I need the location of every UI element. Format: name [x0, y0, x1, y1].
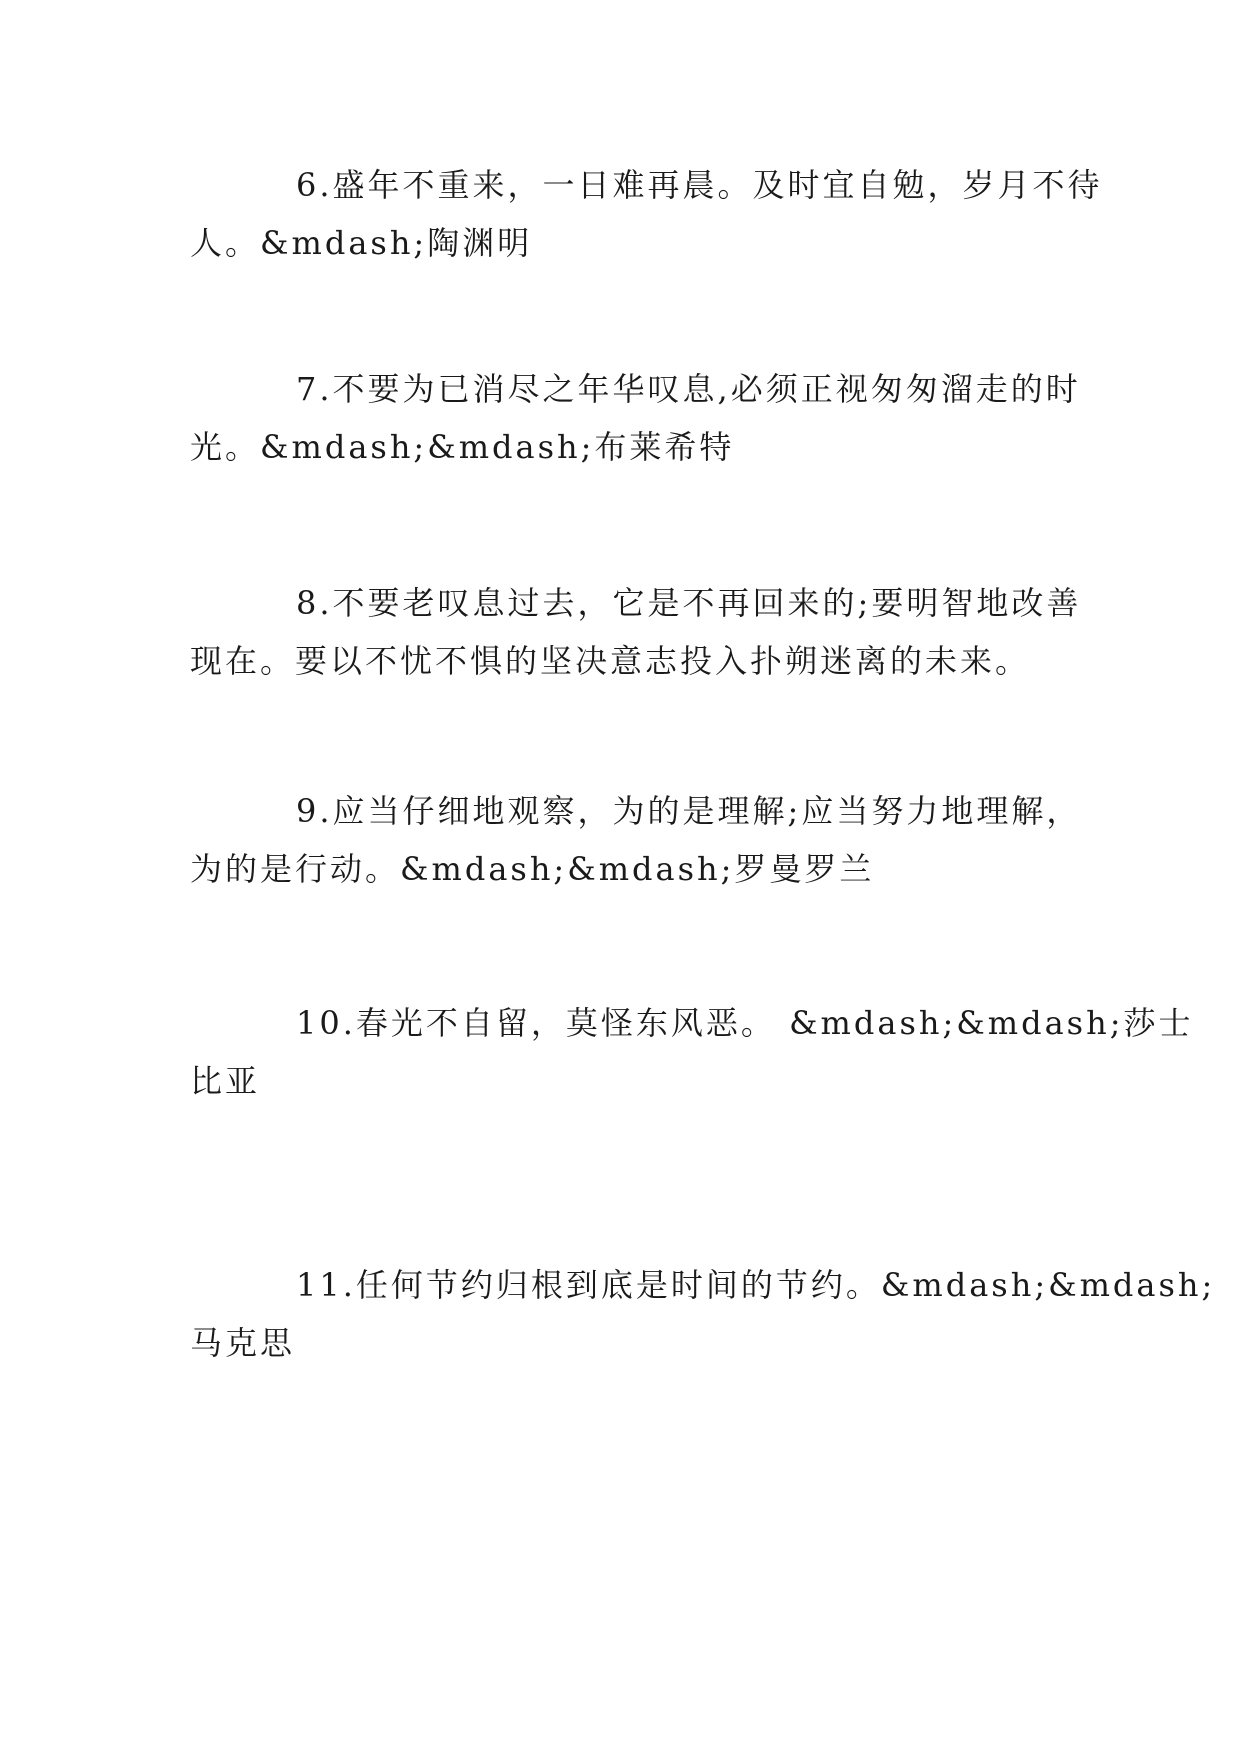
paragraph-line: 9.应当仔细地观察，为的是理解;应当努力地理解， — [296, 792, 1082, 830]
paragraph-line: 现在。要以不忧不惧的坚决意志投入扑朔迷离的未来。 — [190, 642, 1031, 680]
paragraph-line: 11.任何节约归根到底是时间的节约。&mdash;&mdash; — [296, 1266, 1216, 1304]
paragraph-line: 8.不要老叹息过去，它是不再回来的;要明智地改善 — [296, 584, 1082, 622]
paragraph-line: 7.不要为已消尽之年华叹息,必须正视匆匆溜走的时 — [296, 370, 1081, 408]
paragraph-line: 比亚 — [190, 1062, 261, 1100]
paragraph-line: 光。&mdash;&mdash;布莱希特 — [190, 428, 735, 466]
paragraph-line: 6.盛年不重来，一日难再晨。及时宜自勉，岁月不待 — [296, 166, 1103, 204]
paragraph-line: 10.春光不自留，莫怪东风恶。 &mdash;&mdash;莎士 — [296, 1004, 1194, 1042]
paragraph-line: 人。&mdash;陶渊明 — [190, 224, 533, 262]
paragraph-line: 为的是行动。&mdash;&mdash;罗曼罗兰 — [190, 850, 875, 888]
paragraph-line: 马克思 — [190, 1324, 296, 1362]
